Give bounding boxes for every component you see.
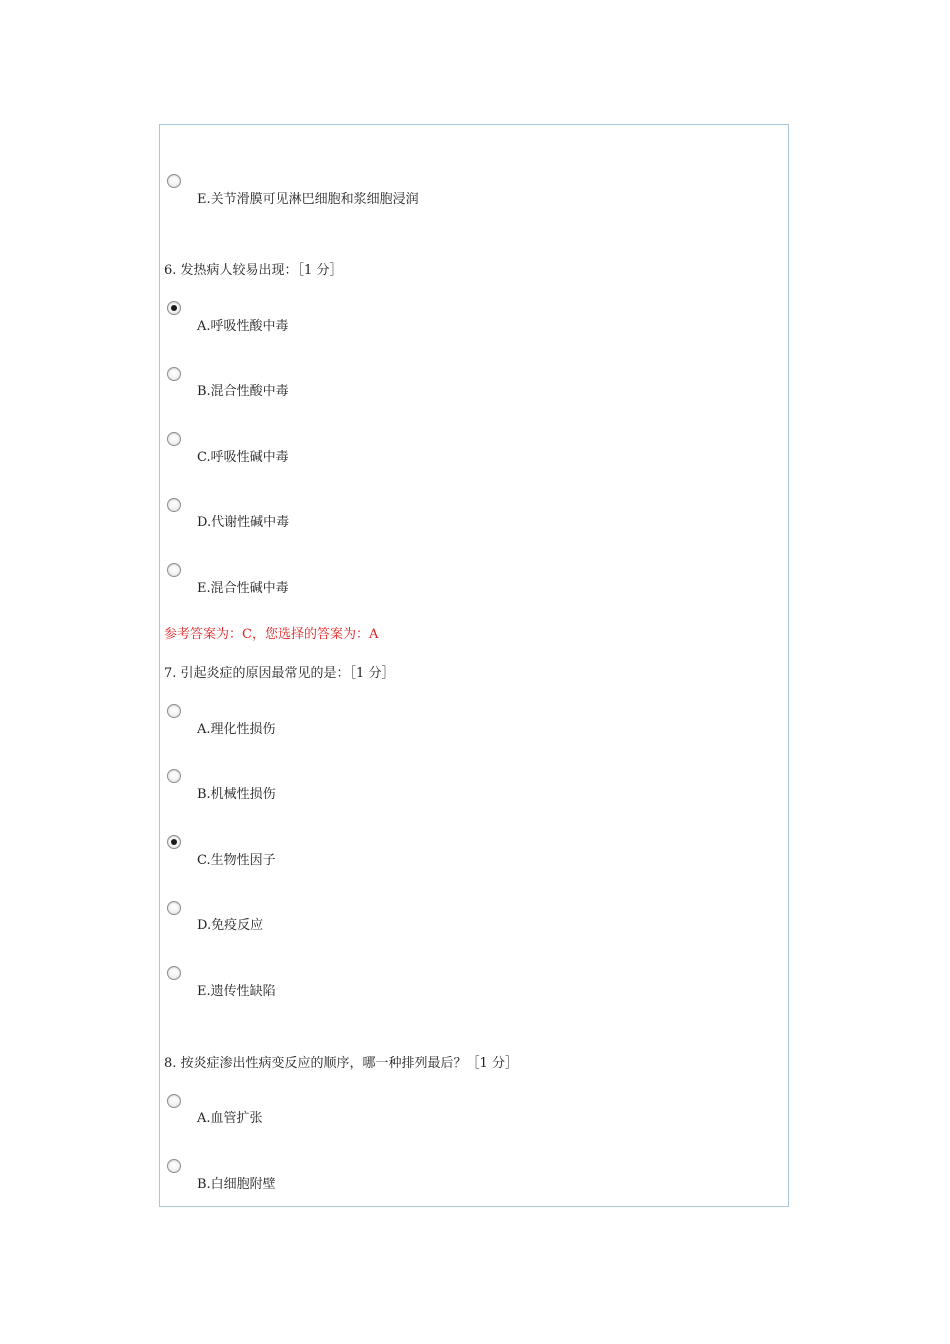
radio-q6-option-a[interactable] xyxy=(167,301,181,315)
radio-prev-option-e[interactable] xyxy=(167,174,181,188)
radio-q6-option-d[interactable] xyxy=(167,498,181,512)
radio-q7-option-c[interactable] xyxy=(167,835,181,849)
q7-option-c-label: C.生物性因子 xyxy=(197,853,276,868)
q6-answer-feedback: 参考答案为：C，您选择的答案为：A xyxy=(164,627,379,642)
radio-q6-option-e[interactable] xyxy=(167,563,181,577)
q8-option-b-label: B.白细胞附壁 xyxy=(197,1177,276,1192)
question-7-title: 7. 引起炎症的原因最常见的是：［1 分］ xyxy=(164,666,395,681)
q7-option-a-label: A.理化性损伤 xyxy=(197,722,276,737)
radio-q6-option-c[interactable] xyxy=(167,432,181,446)
radio-q7-option-e[interactable] xyxy=(167,966,181,980)
radio-q7-option-b[interactable] xyxy=(167,769,181,783)
q6-option-e-label: E.混合性碱中毒 xyxy=(197,581,289,596)
radio-q8-option-b[interactable] xyxy=(167,1159,181,1173)
q7-option-d-label: D.免疫反应 xyxy=(197,918,264,933)
question-8-title: 8. 按炎症渗出性病变反应的顺序，哪一种排列最后？［1 分］ xyxy=(164,1056,518,1071)
q6-option-d-label: D.代谢性碱中毒 xyxy=(197,515,290,530)
q6-option-c-label: C.呼吸性碱中毒 xyxy=(197,450,289,465)
radio-q6-option-b[interactable] xyxy=(167,367,181,381)
radio-q7-option-a[interactable] xyxy=(167,704,181,718)
q8-option-a-label: A.血管扩张 xyxy=(197,1111,263,1126)
prev-option-e-label: E.关节滑膜可见淋巴细胞和浆细胞浸润 xyxy=(197,192,419,207)
q6-option-b-label: B.混合性酸中毒 xyxy=(197,384,289,399)
radio-q7-option-d[interactable] xyxy=(167,901,181,915)
q6-option-a-label: A.呼吸性酸中毒 xyxy=(197,319,289,334)
radio-selected-dot xyxy=(171,839,177,845)
q7-option-b-label: B.机械性损伤 xyxy=(197,787,276,802)
question-6-title: 6. 发热病人较易出现：［1 分］ xyxy=(164,263,343,278)
radio-q8-option-a[interactable] xyxy=(167,1094,181,1108)
radio-selected-dot xyxy=(171,305,177,311)
q7-option-e-label: E.遗传性缺陷 xyxy=(197,984,276,999)
